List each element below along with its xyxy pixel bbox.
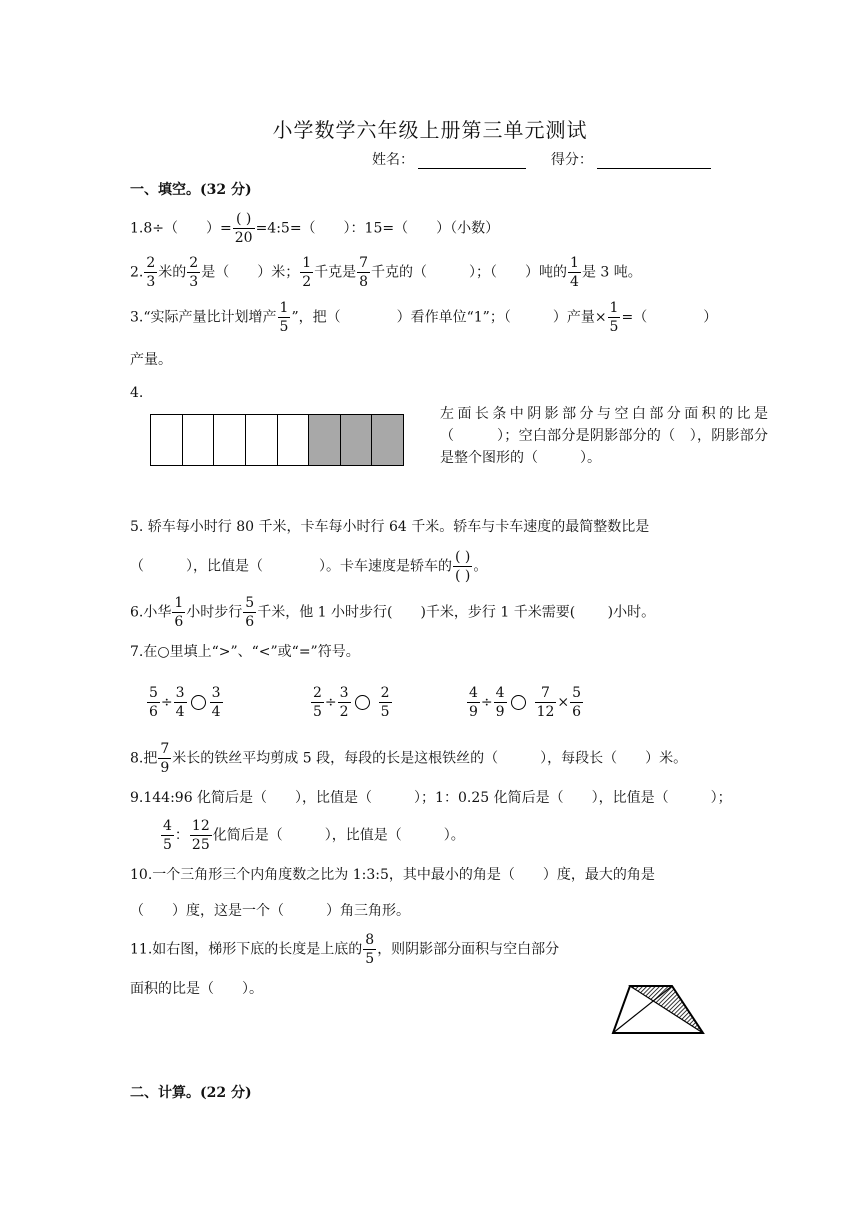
section-2-heading: 二、计算。(22 分) [130, 1085, 252, 1101]
strip-cell-shaded [372, 415, 403, 465]
question-10-cont: （ ）度，这是一个（ ）角三角形。 [130, 903, 410, 919]
q1-fraction: $\frac{( )}{20}$ [234, 211, 253, 246]
score-label: 得分： [550, 152, 593, 168]
question-2: 2. $\frac{2}{3}$ 米的 $\frac{2}{3}$ 是（ ）米； $\frac{1}{2}$ 千克是 $\frac{7}{8}$ 千克的（ ）；（ ）吨的 $\frac{1}{4}$ 是 3 吨。 [130, 255, 642, 290]
strip-cell-blank [278, 415, 310, 465]
strip-cell-shaded [309, 415, 341, 465]
question-4-text: 左面长条中阴影部分与空白部分面积的比是（ ）；空白部分是阴影部分的（ ），阴影部分是整个图形的（ ）。 [440, 406, 768, 466]
q1-part-b: =4:5=（ ）：15=（ ）（小数） [255, 220, 500, 237]
question-6: 6.小华 $\frac{1}{6}$ 小时步行 $\frac{5}{6}$ 千米，他 1 小时步行( )千米，步行 1 千米需要( )小时。 [130, 595, 656, 630]
question-3: 3.“实际产量比计划增产 $\frac{1}{5}$ ”，把（ ）看作单位“1”；（ ）产量× $\frac{1}{5}$ =（ ） [130, 300, 718, 335]
q1-part-a: 1.8÷（ ）= [130, 220, 232, 237]
question-5: 5. 轿车每小时行 80 千米，卡车每小时行 64 千米。轿车与卡车速度的最简整数比是 [130, 519, 650, 535]
question-9-cont: $\frac{4}{5}$ ： $\frac{12}{25}$ 化简后是（ ），比值是（ ）。 [163, 818, 465, 853]
strip-cell-blank [246, 415, 278, 465]
strip-cell-blank [151, 415, 183, 465]
strip-diagram [150, 414, 404, 466]
q7-expression-3: $\frac{4}{9}$ ÷ $\frac{4}{9}$ $\frac{7}{12}$ × $\frac{5}{6}$ [469, 685, 582, 720]
strip-cell-blank [183, 415, 215, 465]
question-11: 11.如右图，梯形下底的长度是上底的 $\frac{8}{5}$ ，则阴影部分面积与空白部分 [130, 932, 560, 967]
strip-cell-shaded [341, 415, 373, 465]
q7-expression-1: $\frac{5}{6}$ ÷ $\frac{3}{4}$ $\frac{3}{4}$ [149, 685, 221, 720]
page-title: 小学数学六年级上册第三单元测试 [272, 118, 588, 142]
question-9: 9.144:96 化简后是（ ），比值是（ ）；1：0.25 化简后是（ ），比值是（ ）； [130, 790, 732, 806]
shaded-triangle [630, 986, 703, 1033]
trapezoid-figure [608, 978, 708, 1038]
section-1-heading: 一、填空。(32 分) [130, 182, 252, 198]
compare-circle[interactable] [511, 695, 526, 710]
question-3-cont: 产量。 [130, 352, 172, 368]
question-1 [130, 210, 499, 247]
score-blank[interactable] [597, 154, 711, 169]
question-8: 8.把 $\frac{7}{9}$ 米长的铁丝平均剪成 5 段，每段的长是这根铁丝的（ ），每段长（ ）米。 [130, 741, 688, 776]
q7-expression-2: $\frac{2}{5}$ ÷ $\frac{3}{2}$ $\frac{2}{5}$ [313, 685, 390, 720]
question-7: 7.在○里填上“>”、“<”或“=”符号。 [130, 644, 360, 660]
question-5-cont: （ ），比值是（ ）。卡车速度是轿车的 $\frac{( )}{( )}$ 。 [130, 549, 488, 584]
question-10: 10.一个三角形三个内角度数之比为 1:3:5，其中最小的角是（ ）度，最大的角是 [130, 867, 655, 883]
name-blank[interactable] [418, 154, 526, 169]
compare-circle[interactable] [191, 695, 206, 710]
name-label: 姓名： [372, 152, 414, 168]
question-4-number: 4. [130, 385, 144, 401]
strip-cell-blank [214, 415, 246, 465]
name-field [372, 151, 711, 169]
question-11-cont: 面积的比是（ ）。 [130, 981, 263, 997]
compare-circle[interactable] [355, 695, 370, 710]
